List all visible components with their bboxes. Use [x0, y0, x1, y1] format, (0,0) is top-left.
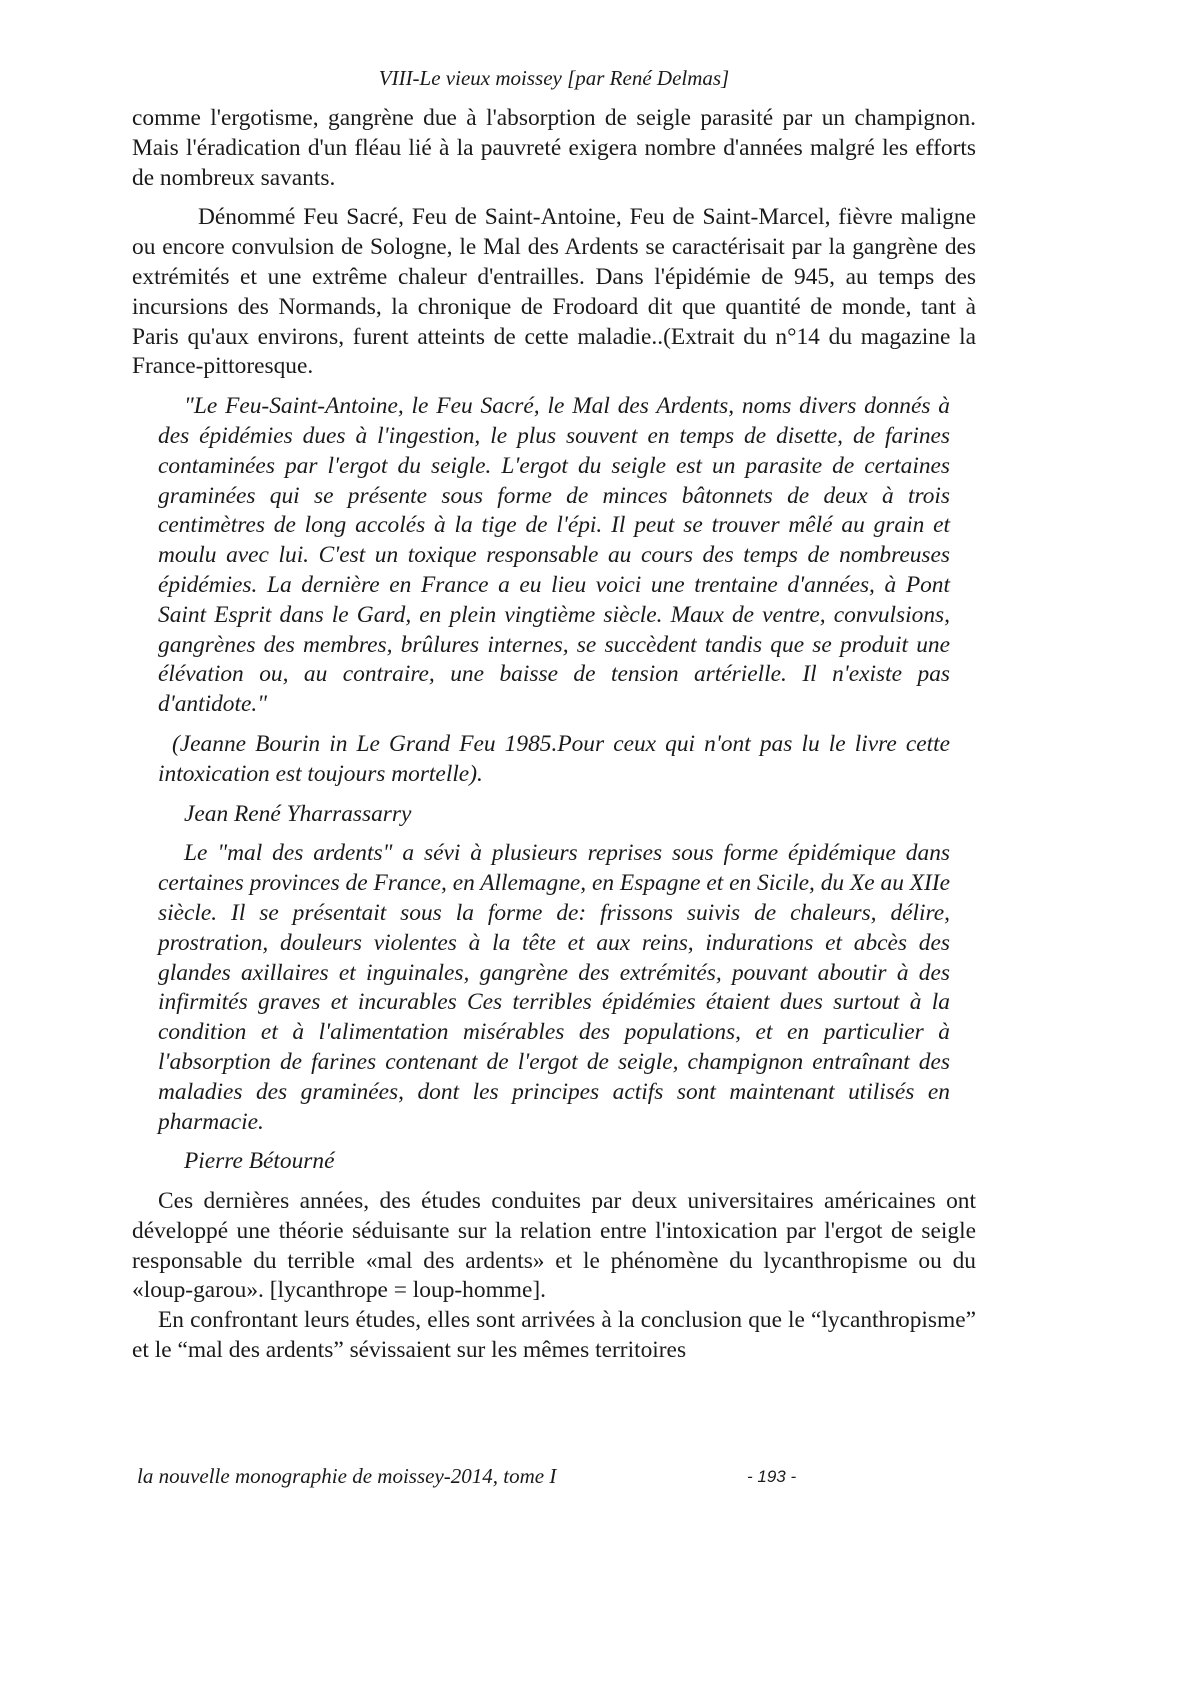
body-text	[132, 104, 976, 1366]
quote-mal-des-ardents: Le "mal des ardents" a sévi à plusieurs reprises sous forme épidémique dans certaines provinces de France, en Allemagne, en Espagne et en Sicile, du Xe au XIIe siècle. Il se présentait sous la forme de: frissons suivis de chaleurs, délire, prostration, douleurs violentes à la tête et aux reins, indurations et abcès des glandes axillaires et inguinales, gangrène des extrémités, pouvant aboutir à des infirmités graves et incurables Ces terribles épidémies étaient dues surtout à la condition et à l'alimentation misérables des populations, et en particulier à l'absorption de farines contenant de l'ergot de seigle, champignon entraînant des maladies des graminées, dont les principes actifs sont maintenant utilisés en pharmacie.	[158, 840, 950, 1135]
paragraph-lycanthropisme: Ces dernières années, des études conduites par deux universitaires américaines ont développé une théorie séduisante sur la relation entre l'intoxication par l'ergot de seigle responsable du terrible «mal des ardents» et le phénomène du lycanthropisme ou du «loup-garou». [lycanthrope = loup-homme].	[132, 1188, 976, 1304]
footer-page-number: - 193 -	[747, 1467, 797, 1486]
paragraph-confrontant: En confrontant leurs études, elles sont arrivées à la conclusion que le “lycanthropisme” et le “mal des ardents” sévissaient sur les mêmes territoires	[132, 1307, 976, 1364]
running-header: VIII-Le vieux moissey [par René Delmas]	[378, 66, 730, 90]
paragraph-ergotisme: comme l'ergotisme, gangrène due à l'absorption de seigle parasité par un champignon. Mais l'éradication d'un fléau lié à la pauvreté exigera nombre d'années malgré les efforts de nombreux savants.	[132, 105, 976, 191]
signature-betourne: Pierre Bétourné	[184, 1148, 335, 1175]
quote-reference: (Jeanne Bourin in Le Grand Feu 1985.Pour ceux qui n'ont pas lu le livre cette intoxication est toujours mortelle).	[158, 730, 950, 787]
paragraph-feu-sacre: Dénommé Feu Sacré, Feu de Saint-Antoine, Feu de Saint-Marcel, fièvre maligne ou encore convulsion de Sologne, le Mal des Ardents se caractérisait par la gangrène des extrémités et une extrême chaleur d'entrailles. Dans l'épidémie de 945, au temps des incursions des Normands, la chronique de Frodoard dit que quantité de monde, tant à Paris qu'aux environs, furent atteints de cette maladie..(Extrait du n°14 du magazine la France-pittoresque.	[132, 204, 976, 380]
footer-book-title: la nouvelle monographie de moissey-2014, tome I	[137, 1464, 557, 1488]
signature-yharrassarry: Jean René Yharrassarry	[184, 800, 412, 827]
quote-jeanne-bourin: "Le Feu-Saint-Antoine, le Feu Sacré, le Mal des Ardents, noms divers donnés à des épidémies dues à l'ingestion, le plus souvent en temps de disette, de farines contaminées par l'ergot du seigle. L'ergot du seigle est un parasite de certaines graminées qui se présente sous forme de minces bâtonnets de deux à trois centimètres de long accolés à la tige de l'épi. Il peut se trouver mêlé au grain et moulu avec lui. C'est un toxique responsable au cours des temps de nombreuses épidémies. La dernière en France a eu lieu voici une trentaine d'années, à Pont Saint Esprit dans le Gard, en plein vingtième siècle. Maux de ventre, convulsions, gangrènes des membres, brûlures internes, se succèdent tandis que se produit une élévation ou, au contraire, une baisse de tension artérielle. Il n'existe pas d'antidote."	[158, 393, 950, 718]
